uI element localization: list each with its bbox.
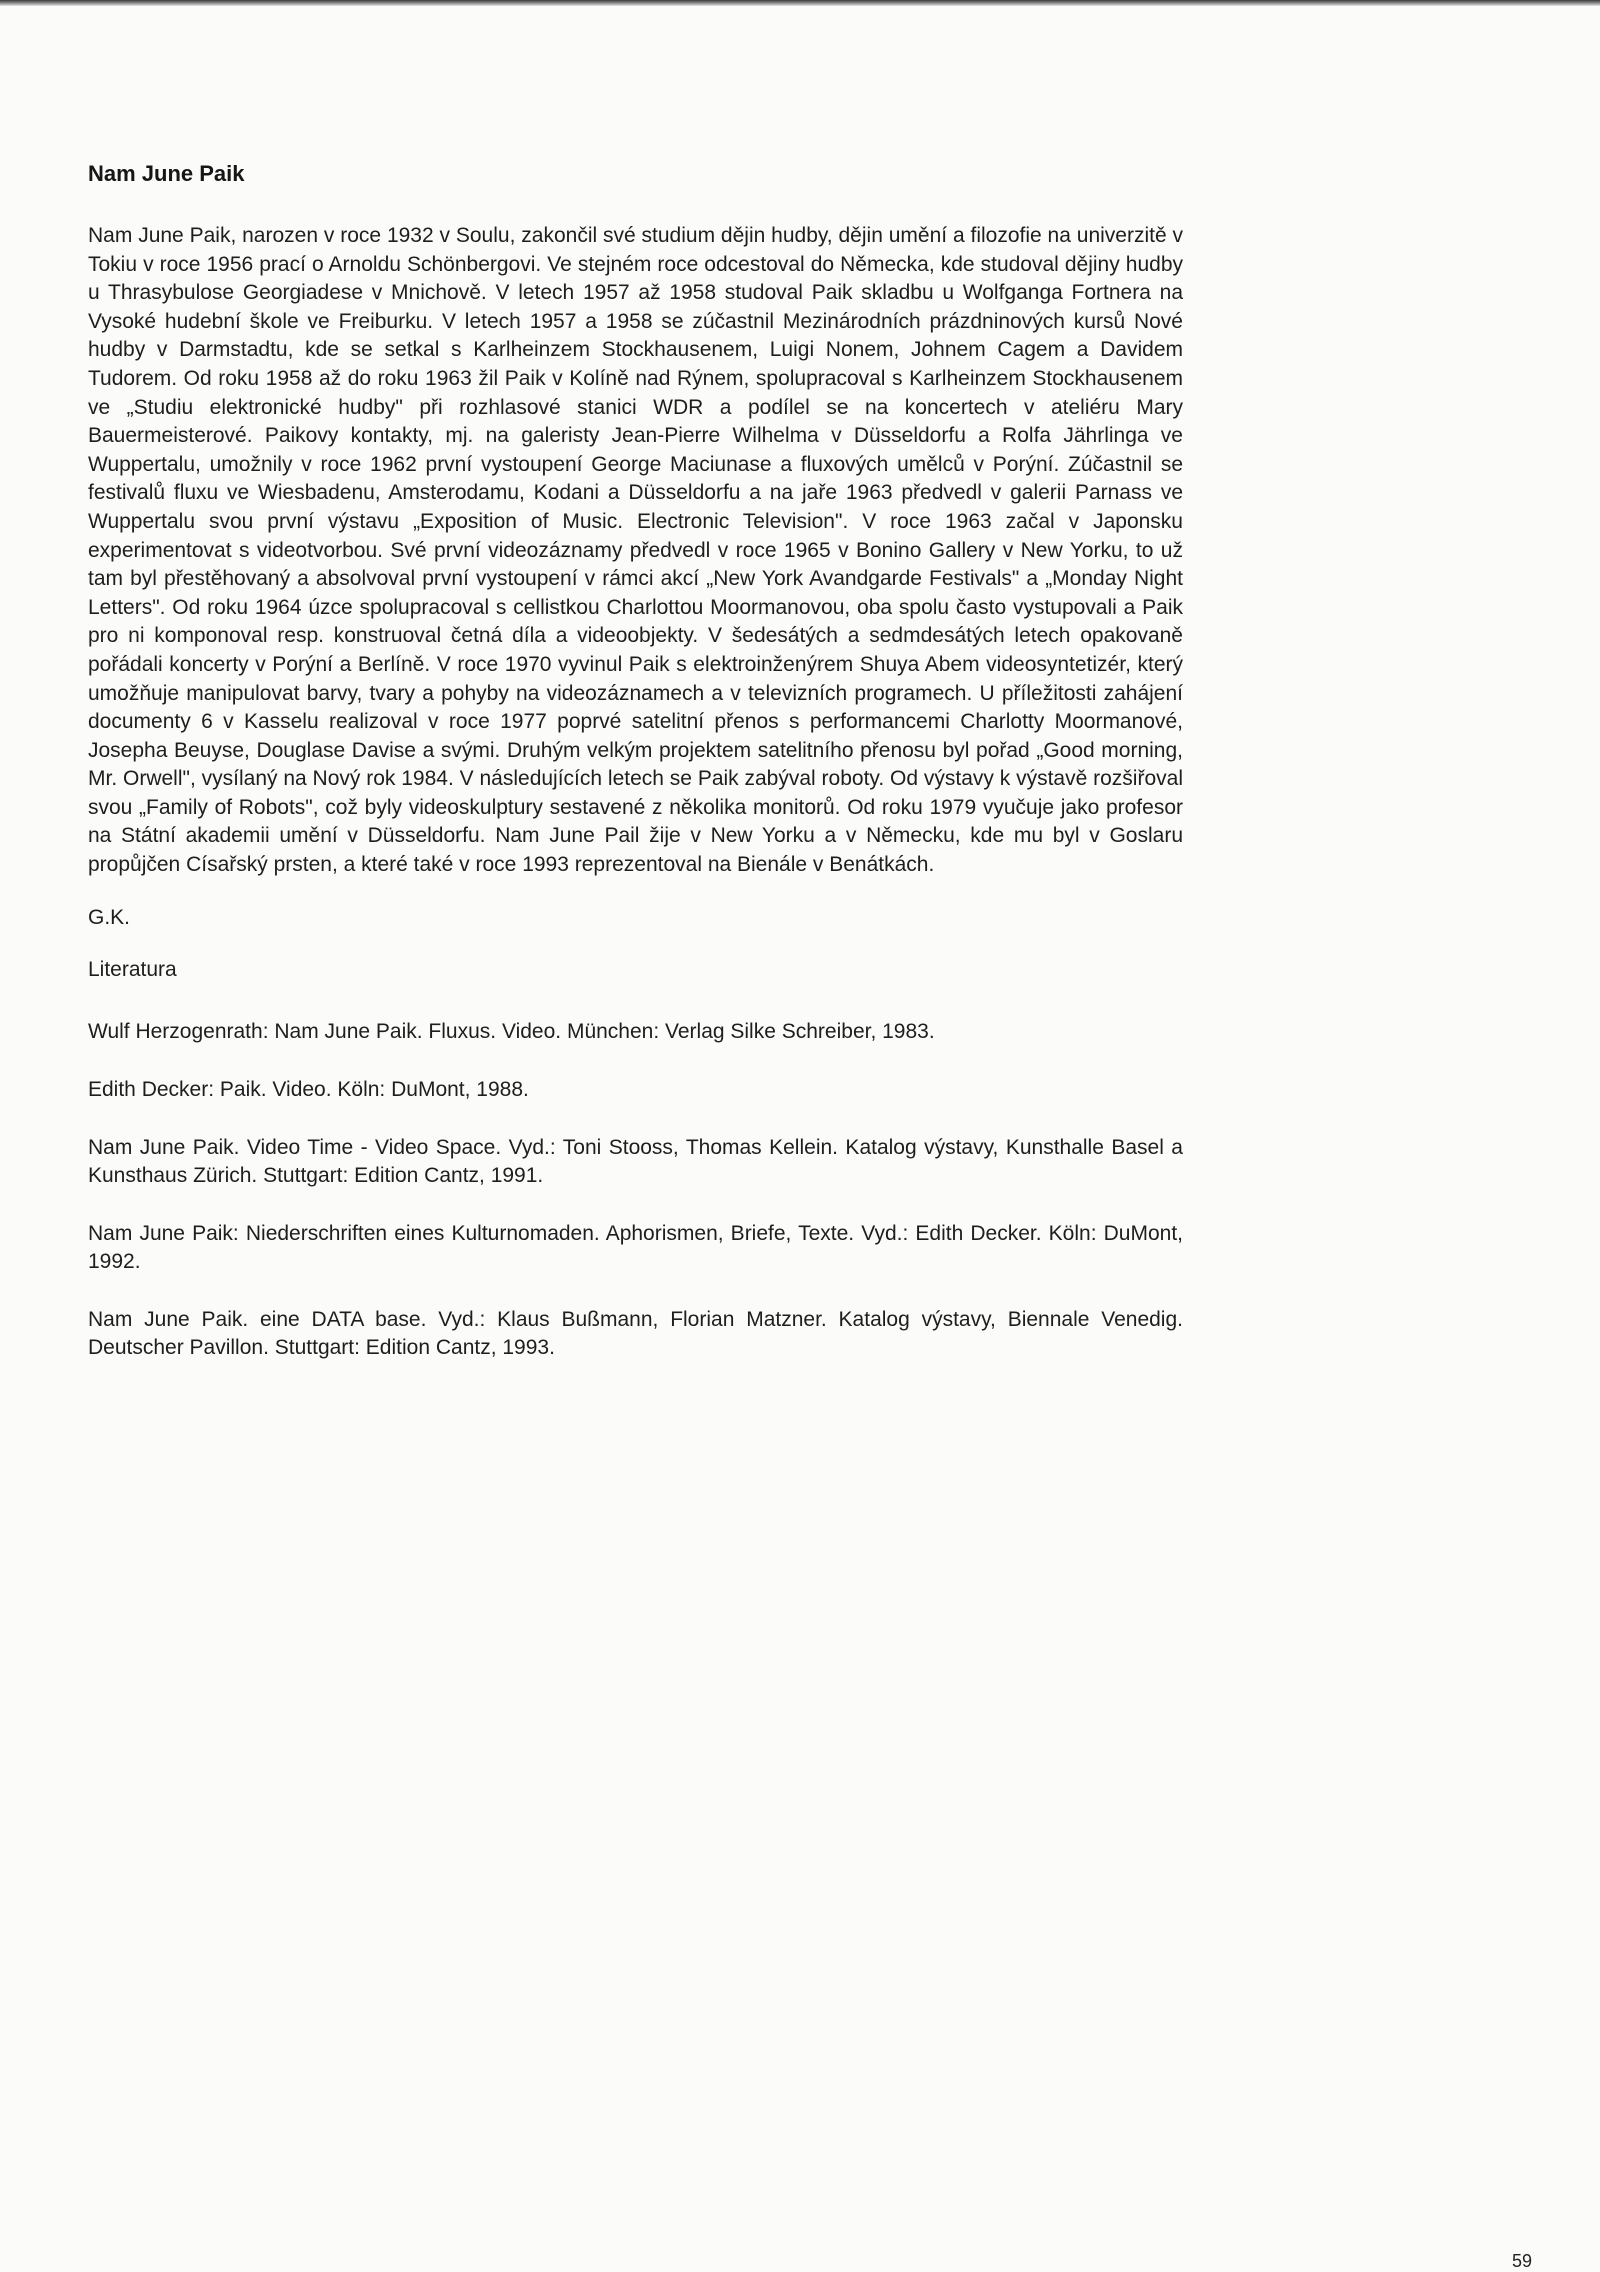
article-body: Nam June Paik, narozen v roce 1932 v Soulu, zakončil své studium dějin hudby, dějin umění a filozofie na univerzitě v Tokiu v roce 1956 prací o Arnoldu Schönbergovi. Ve stejném roce odcestoval do Německa, kde studoval dějiny hudby u Thrasybulose Georgiadese v Mnichově. V letech 1957 až 1958 studoval Paik skladbu u Wolfganga Fortnera na Vysoké hudební škole ve Freiburku. V letech 1957 a 1958 se zúčastnil Mezinárodních prázdninových kursů Nové hudby v Darmstadtu, kde se setkal s Karlheinzem Stockhausenem, Luigi Nonem, Johnem Cagem a Davidem Tudorem. Od roku 1958 až do roku 1963 žil Paik v Kolíně nad Rýnem, spolupracoval s Karlheinzem Stockhausenem ve „Studiu elektronické hudby" při rozhlasové stanici WDR a podílel se na koncertech v ateliéru Mary Bauermeisterové. Paikovy kontakty, mj. na galeristy Jean-Pierre Wilhelma v Düsseldorfu a Rolfa Jährlinga ve Wuppertalu, umožnily v roce 1962 první vystoupení George Maciunase a fluxových umělců v Porýní. Zúčastnil se festivalů fluxu ve Wiesbadenu, Amsterodamu, Kodani a Düsseldorfu a na jaře 1963 předvedl v galerii Parnass ve Wuppertalu svou první výstavu „Exposition of Music. Electronic Television". V roce 1963 začal v Japonsku experimentovat s videotvorbou. Své první videozáznamy předvedl v roce 1965 v Bonino Gallery v New Yorku, to už tam byl přestěhovaný a absolvoval první vystoupení v rámci akcí „New York Avandgarde Festivals" a „Monday Night Letters". Od roku 1964 úzce spolupracoval s cellistkou Charlottou Moormanovou, oba spolu často vystupovali a Paik pro ni komponoval resp. konstruoval četná díla a videoobjekty. V šedesátých a sedmdesátých letech opakovaně pořádali koncerty v Porýní a Berlíně. V roce 1970 vyvinul Paik s elektroinženýrem Shuya Abem videosyntetizér, který umožňuje manipulovat barvy, tvary a pohyby na videozáznamech a v televizních programech. U příležitosti zahájení documenty 6 v Kasselu realizoval v roce 1977 poprvé satelitní přenos s performancemi Charlotty Moormanové, Josepha Beuyse, Douglase Davise a svými. Druhým velkým projektem satelitního přenosu byl pořad „Good morning, Mr. Orwell", vysílaný na Nový rok 1984. V následujících letech se Paik zabýval roboty. Od výstavy k výstavě rozšiřoval svou „Family of Robots", což byly videoskulptury sestavené z několika monitorů. Od roku 1979 vyučuje jako profesor na Státní akademii umění v Düsseldorfu. Nam June Pail žije v New Yorku a v Německu, kde mu byl v Goslaru propůjčen Císařský prsten, a které také v roce 1993 reprezentoval na Bienále v Benátkách.	[88, 224, 1183, 877]
reference-list	[88, 1018, 1183, 1362]
page-number: 59	[1512, 2251, 1533, 2271]
reference-item: Nam June Paik: Niederschriften eines Kulturnomaden. Aphorismen, Briefe, Texte. Vyd.: Edith Decker. Köln: DuMont, 1992.	[88, 1221, 1183, 1273]
document-page	[88, 160, 1183, 1392]
reference-item: Nam June Paik. eine DATA base. Vyd.: Klaus Bußmann, Florian Matzner. Katalog výstavy, Biennale Venedig. Deutscher Pavillon. Stuttgart: Edition Cantz, 1993.	[88, 1307, 1183, 1359]
reference-item: Edith Decker: Paik. Video. Köln: DuMont, 1988.	[88, 1077, 529, 1101]
reference-item: Wulf Herzogenrath: Nam June Paik. Fluxus. Video. München: Verlag Silke Schreiber, 1983.	[88, 1019, 935, 1043]
reference-item: Nam June Paik. Video Time - Video Space. Vyd.: Toni Stooss, Thomas Kellein. Katalog výstavy, Kunsthalle Basel a Kunsthaus Zürich. Stuttgart: Edition Cantz, 1991.	[88, 1135, 1183, 1187]
page-top-edge	[0, 0, 1600, 6]
literature-heading: Literatura	[88, 957, 177, 981]
article-title: Nam June Paik	[88, 161, 245, 186]
author-initials: G.K.	[88, 905, 131, 929]
